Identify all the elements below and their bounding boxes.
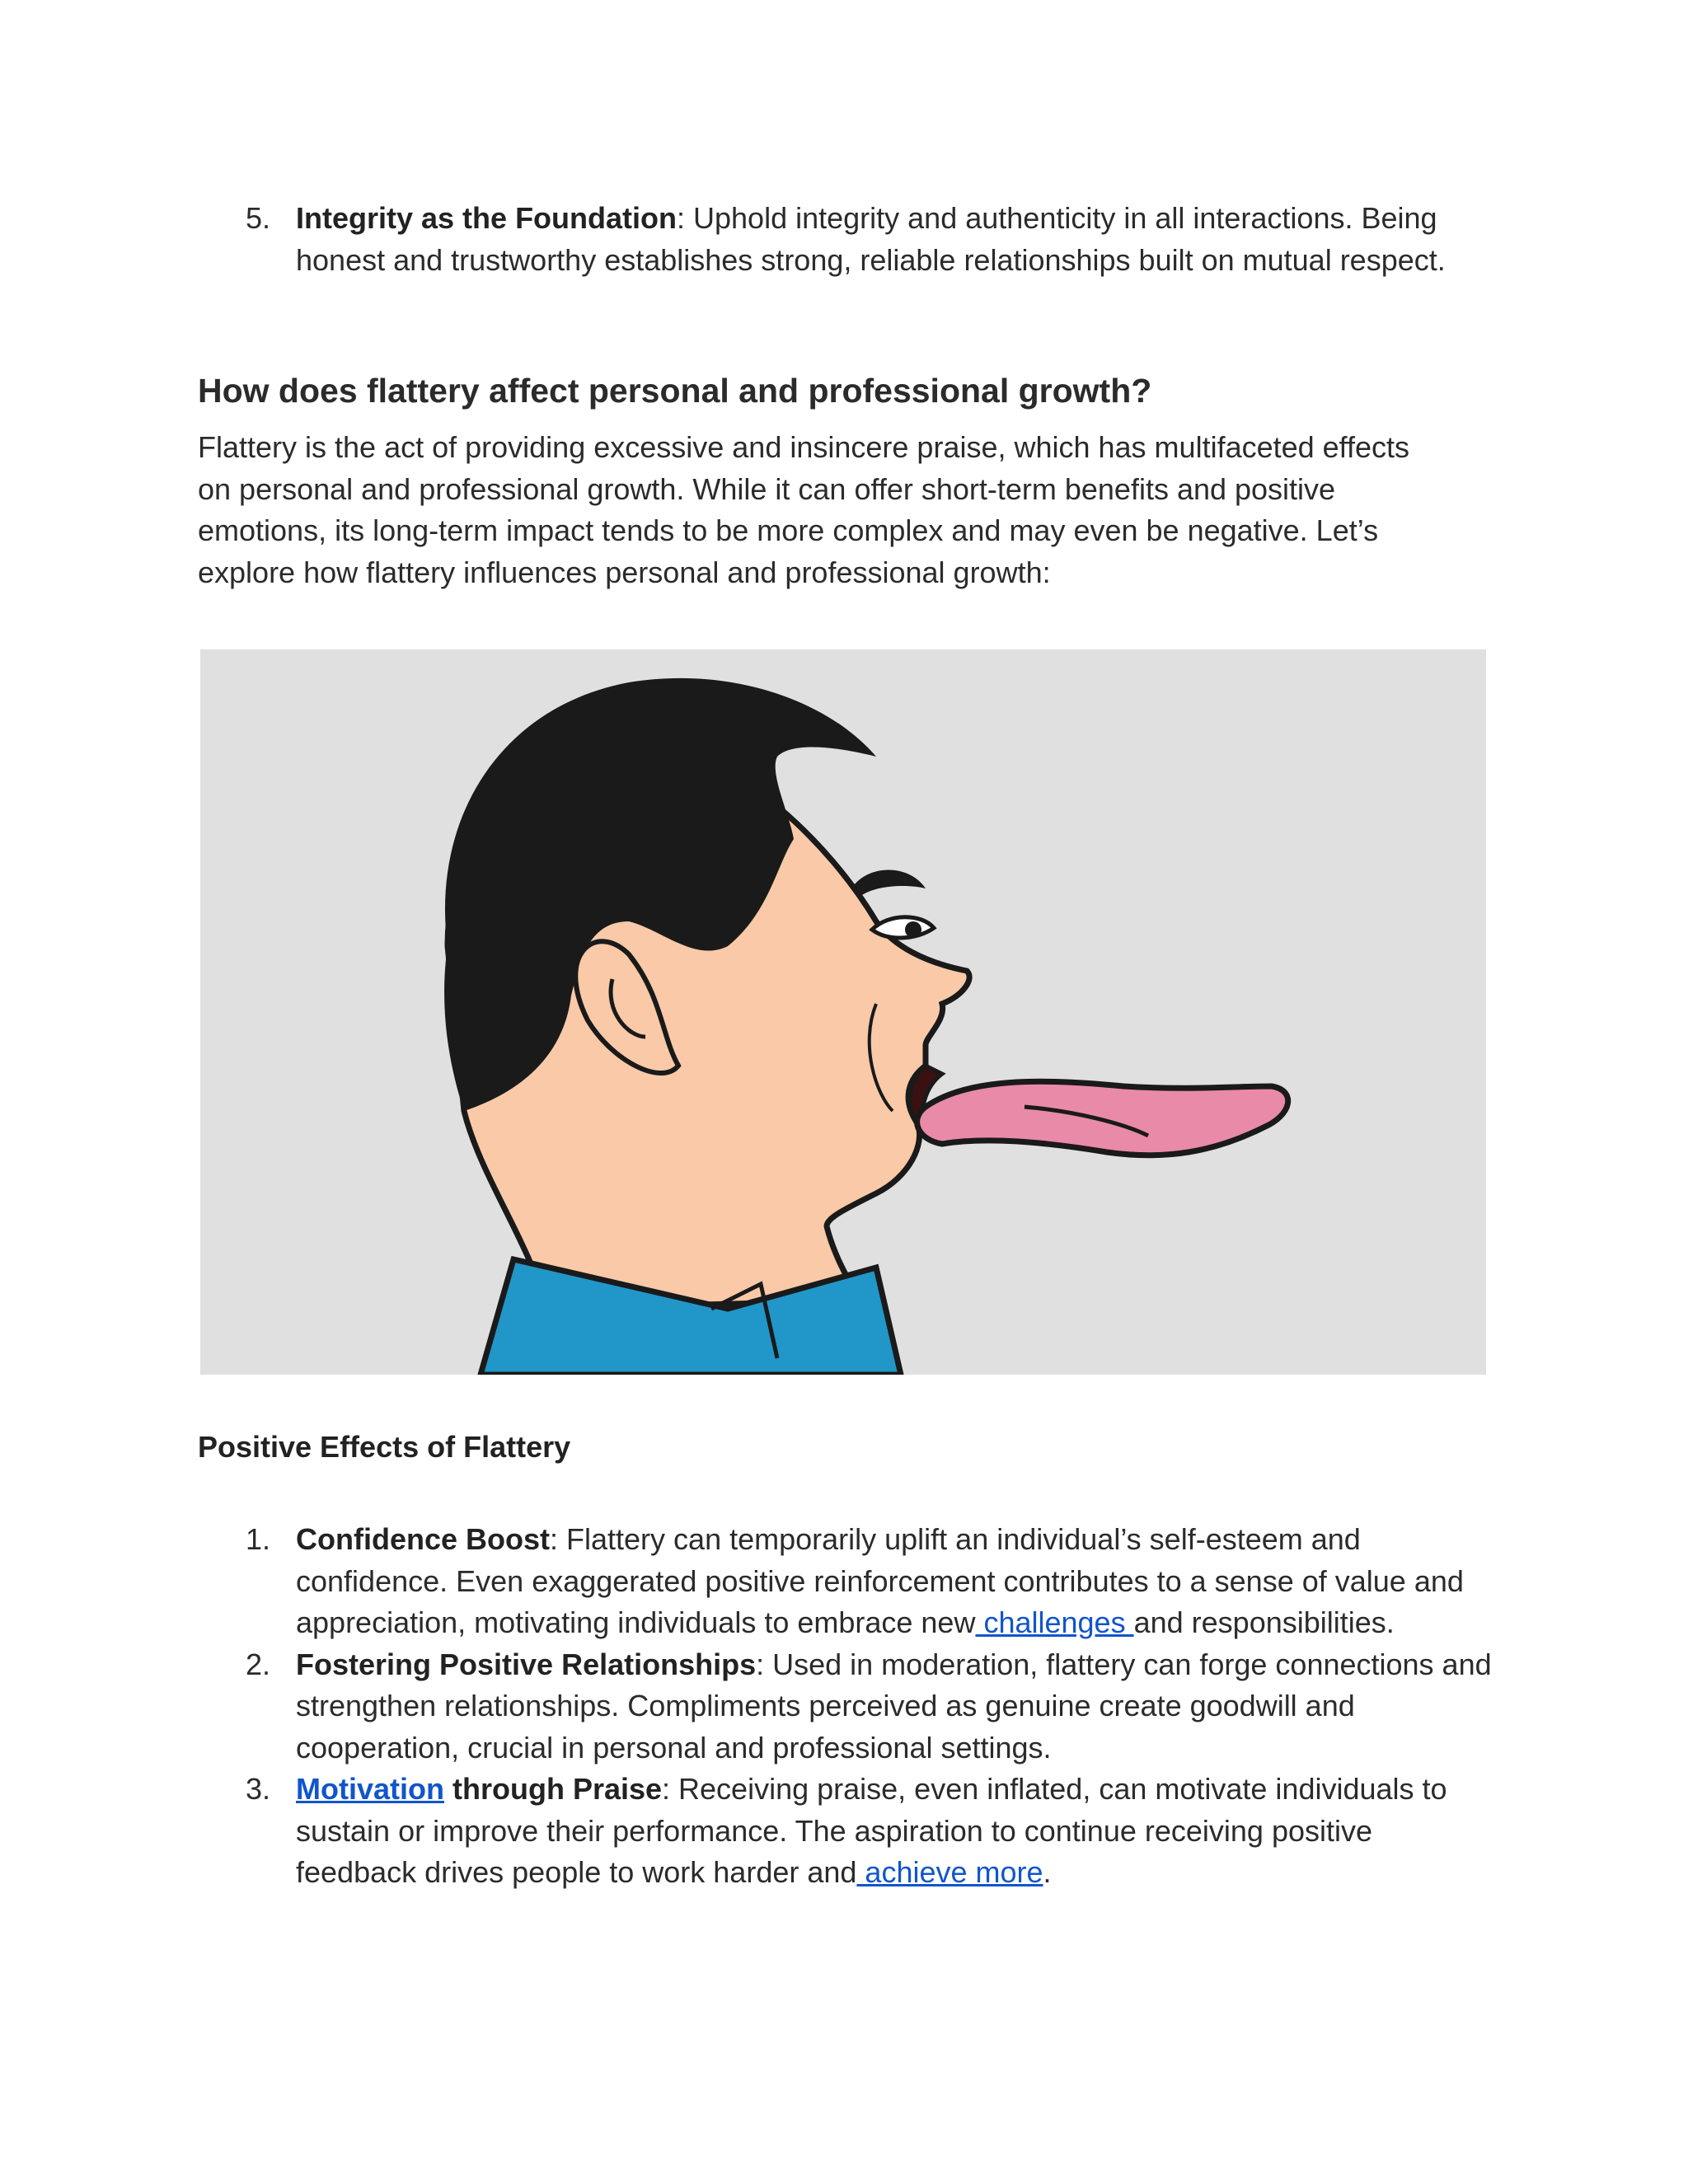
list-item: [198, 1644, 1492, 1769]
motivation-link[interactable]: Motivation: [296, 1772, 444, 1806]
positive-effects-list: [198, 1519, 1492, 1894]
list-number: 5.: [246, 201, 271, 235]
flattery-illustration: [200, 649, 1486, 1375]
challenges-link[interactable]: challenges: [975, 1605, 1134, 1639]
list-number: 2.: [246, 1647, 271, 1681]
list-item-text-after: .: [1043, 1855, 1052, 1889]
list-number: 3.: [246, 1772, 271, 1806]
positive-effects-heading: Positive Effects of Flattery: [198, 1430, 571, 1464]
eyebrow: [851, 870, 926, 898]
list-item-title: Confidence Boost: [296, 1522, 551, 1556]
list-item-title: through Praise: [443, 1772, 663, 1806]
list-item-text: : Used in moderation, flattery can forge connections and strengthen relationships. Compliments perceived as genuine create goodwill and cooperation, crucial in personal and professional settings.: [296, 1647, 1492, 1765]
list-item-title: Fostering Positive Relationships: [296, 1647, 757, 1681]
list-item: [198, 198, 1492, 281]
man-with-long-tongue-icon: [200, 649, 1486, 1375]
list-item: [198, 1769, 1492, 1894]
list-item: [198, 1519, 1492, 1644]
list-item-text: : Receiving praise, even inflated, can motivate individuals to sustain or improve their performance. The aspiration to continue receiving positive feedback drives people to work harder and: [296, 1772, 1447, 1889]
list-item-text-after: and responsibilities.: [1133, 1605, 1395, 1639]
list-item-title: Integrity as the Foundation: [296, 201, 678, 235]
section-paragraph: Flattery is the act of providing excessive and insincere praise, which has multifaceted effects on personal and professional growth. While it can offer short-term benefits and positive emotions, its long-term impact tends to be more complex and may even be negative. Let’s explore how flattery influences personal and professional growth:: [198, 430, 1410, 589]
section-heading: How does flattery affect personal and professional growth?: [198, 372, 1152, 410]
achieve-more-link[interactable]: achieve more: [856, 1855, 1043, 1889]
top-numbered-list: [198, 198, 1492, 281]
eye: [872, 917, 934, 938]
list-number: 1.: [246, 1522, 271, 1556]
list-item-text: : Flattery can temporarily uplift an individual’s self-esteem and confidence. Even exaggerated positive reinforcement contributes to a sense of value and appreciation, motivating individuals to embrace new: [296, 1522, 1464, 1639]
list-item-text: : Uphold integrity and authenticity in all interactions. Being honest and trustworthy establishes strong, reliable relationships built on mutual respect.: [296, 201, 1446, 277]
